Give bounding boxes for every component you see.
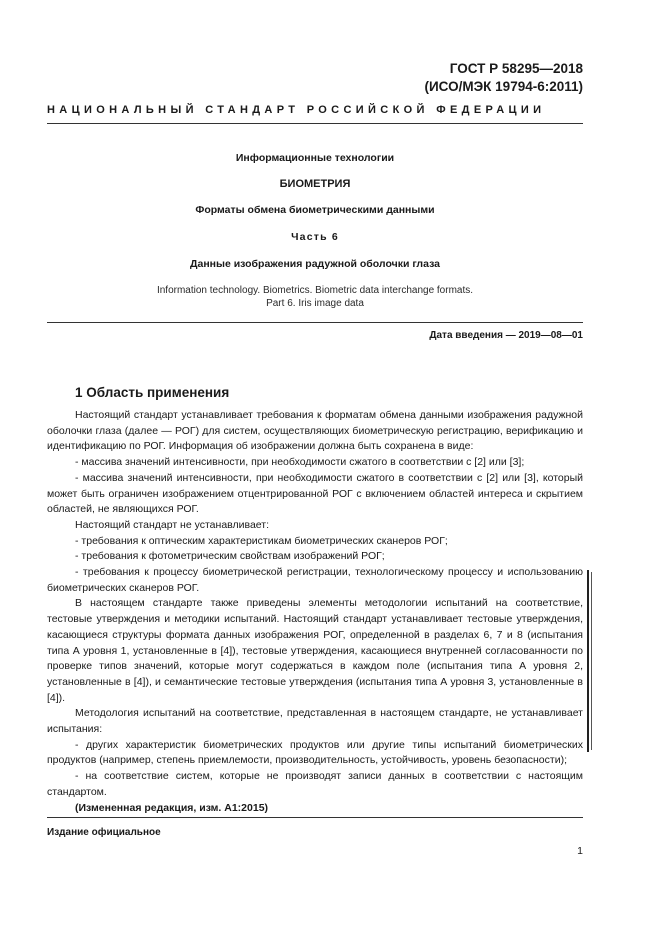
title-line-1: Информационные технологии — [235, 152, 395, 164]
section-body — [47, 408, 583, 816]
iso-equivalent: (ИСО/МЭК 19794-6:2011) — [424, 79, 583, 94]
title-line-3: Форматы обмена биометрическими данными — [195, 204, 435, 216]
change-marker-bar — [591, 572, 592, 750]
part-label: Часть 6 — [291, 231, 339, 243]
paragraph: В настоящем стандарте также приведены элементы методологии испытаний на соответствие, тестовые утверждения и методики испытаний. Настоящий стандарт устанавливает тестовые утверждения, касающиеся структуры формата данных изображения РОГ, определенной в разделах 6, 7 и 8 (испытания типа А уровня 1, установленные в [4]), тестовые утверждения, касающиеся внутренней согласованности по проверке типов значений, которые могут содержаться в каждом поле (испытания типа А уровня 2, установленные в [4]), и семантические тестовые утверждения (испытания типа А уровня 3, установленные в [4]). — [47, 597, 583, 704]
national-standard-banner: НАЦИОНАЛЬНЫЙ СТАНДАРТ РОССИЙСКОЙ ФЕДЕРАЦИИ — [47, 104, 546, 116]
paragraph: Настоящий стандарт устанавливает требования к форматам обмена данными изображения радужной оболочки глаза (далее — РОГ) для систем, осуществляющих биометрическую регистрацию, верификацию и идентификацию по РОГ. Информация об изображении должна быть сохранена в виде: — [47, 409, 583, 453]
english-title — [47, 284, 583, 310]
paragraph: Настоящий стандарт не устанавливает: — [75, 518, 270, 531]
list-item: - требования к фотометрическим свойствам изображений РОГ; — [75, 550, 385, 563]
list-item: - массива значений интенсивности, при необходимости сжатого в соответствии с [2] или [3], который может быть ограничен изображением отцентрированной РОГ с включением областей интереса и скрытием областей, не являющихся РОГ. — [47, 471, 583, 516]
list-item: - на соответствие систем, которые не производят записи данных в соответствии с настоящим стандартом. — [47, 770, 583, 798]
list-item: - требования к процессу биометрической регистрации, технологическому процессу и использованию биометрических сканеров РОГ. — [47, 566, 583, 594]
list-item: - требования к оптическим характеристикам биометрических сканеров РОГ; — [75, 534, 448, 547]
edition-label: Издание официальное — [47, 827, 161, 838]
english-title-line-1: Information technology. Biometrics. Biometric data interchange formats. — [156, 285, 474, 296]
title-line-5: Данные изображения радужной оболочки глаза — [190, 258, 440, 270]
english-title-line-2: Part 6. Iris image data — [266, 298, 364, 309]
paragraph: Методология испытаний на соответствие, представленная в настоящем стандарте, не устанавливает испытания: — [47, 707, 583, 736]
list-item: - других характеристик биометрических продуктов или другие типы испытаний биометрических продуктов (например, степень приемлемости, производительность, устойчивость, уровень безопасности); — [47, 738, 583, 767]
amendment-note: (Измененная редакция, изм. А1:2015) — [75, 801, 269, 814]
section-title: 1 Область применения — [75, 385, 230, 400]
change-marker-bar — [587, 570, 589, 752]
title-line-2: БИОМЕТРИЯ — [279, 178, 351, 190]
standard-designation — [424, 60, 583, 96]
footer-rule — [47, 817, 583, 818]
title-rule — [47, 322, 583, 323]
page-number: 1 — [577, 845, 583, 857]
list-item: - массива значений интенсивности, при необходимости сжатого в соответствии с [2] или [3]; — [75, 456, 525, 469]
introduction-date: Дата введения — 2019—08—01 — [429, 330, 583, 341]
standard-number: ГОСТ Р 58295—2018 — [449, 61, 583, 76]
header-rule — [47, 123, 583, 124]
